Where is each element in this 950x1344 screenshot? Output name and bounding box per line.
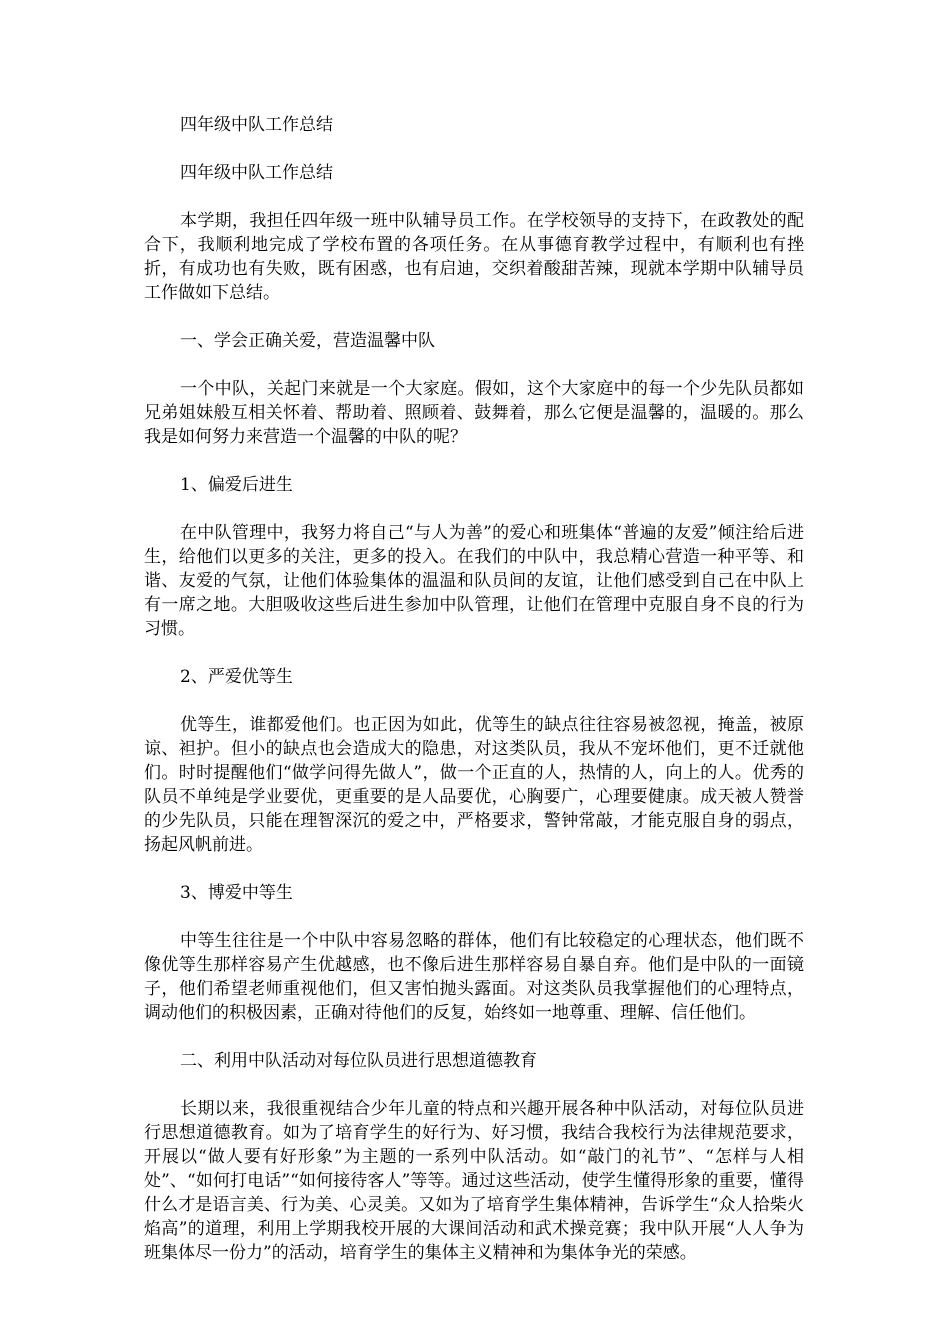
document-subtitle: 四年级中队工作总结 [180, 163, 333, 183]
subheading-3: 3、博爱中等生 [180, 883, 293, 903]
section-heading-1: 一、学会正确关爱，营造温馨中队 [180, 331, 435, 351]
document-title: 四年级中队工作总结 [180, 115, 333, 135]
section-heading-2: 二、利用中队活动对每位队员进行思想道德教育 [180, 1051, 537, 1071]
document-body [144, 113, 804, 1289]
subheading-1: 1、偏爱后进生 [180, 475, 293, 495]
intro-paragraph: 本学期，我担任四年级一班中队辅导员工作。在学校领导的支持下，在政教处的配合下，我顺利地完成了学校布置的各项任务。在从事德育教学过程中，有顺利也有挫折，有成功也有失败，既有困惑，也有启迪，交织着酸甜苦辣，现就本学期中队辅导员工作做如下总结。 [144, 211, 804, 303]
body-paragraph: 一个中队，关起门来就是一个大家庭。假如，这个大家庭中的每一个少先队员都如兄弟姐妹般互相关怀着、帮助着、照顾着、鼓舞着，那么它便是温馨的，温暖的。那么我是如何努力来营造一个温馨的中队的呢？ [144, 379, 804, 447]
body-paragraph: 中等生往往是一个中队中容易忽略的群体，他们有比较稳定的心理状态，他们既不像优等生那样容易产生优越感，也不像后进生那样容易自暴自弃。他们是中队的一面镜子，他们希望老师重视他们，但又害怕抛头露面。对这类队员我掌握他们的心理特点，调动他们的积极因素，正确对待他们的反复，始终如一地尊重、理解、信任他们。 [144, 931, 804, 1023]
body-paragraph: 优等生，谁都爱他们。也正因为如此，优等生的缺点往往容易被忽视，掩盖，被原谅、袒护。但小的缺点也会造成大的隐患，对这类队员，我从不宠坏他们，更不迁就他们。时时提醒他们“做学问得先做人”，做一个正直的人，热情的人，向上的人。优秀的队员不单纯是学业要优，更重要的是人品要优，心胸要广，心理要健康。成天被人赞誉的少先队员，只能在理智深沉的爱之中，严格要求，警钟常敲，才能克服自身的弱点，扬起风帆前进。 [144, 715, 804, 855]
body-paragraph: 在中队管理中，我努力将自己“与人为善”的爱心和班集体“普遍的友爱”倾注给后进生，给他们以更多的关注，更多的投入。在我们的中队中，我总精心营造一种平等、和谐、友爱的气氛，让他们体验集体的温温和队员间的友谊，让他们感受到自己在中队上有一席之地。大胆吸收这些后进生参加中队管理，让他们在管理中克服自身不良的行为习惯。 [144, 523, 804, 639]
body-paragraph: 长期以来，我很重视结合少年儿童的特点和兴趣开展各种中队活动，对每位队员进行思想道德教育。如为了培育学生的好行为、好习惯，我结合我校行为法律规范要求，开展以“做人要有好形象”为主题的一系列中队活动。如“敲门的礼节”、“怎样与人相处”、“如何打电话”“如何接待客人”等等。通过这些活动，使学生懂得形象的重要，懂得什么才是语言美、行为美、心灵美。又如为了培育学生集体精神，告诉学生“众人拾柴火焰高”的道理，利用上学期我校开展的大课间活动和武术操竞赛；我中队开展“人人争为班集体尽一份力”的活动，培育学生的集体主义精神和为集体争光的荣感。 [144, 1099, 804, 1263]
subheading-2: 2、严爱优等生 [180, 667, 293, 687]
